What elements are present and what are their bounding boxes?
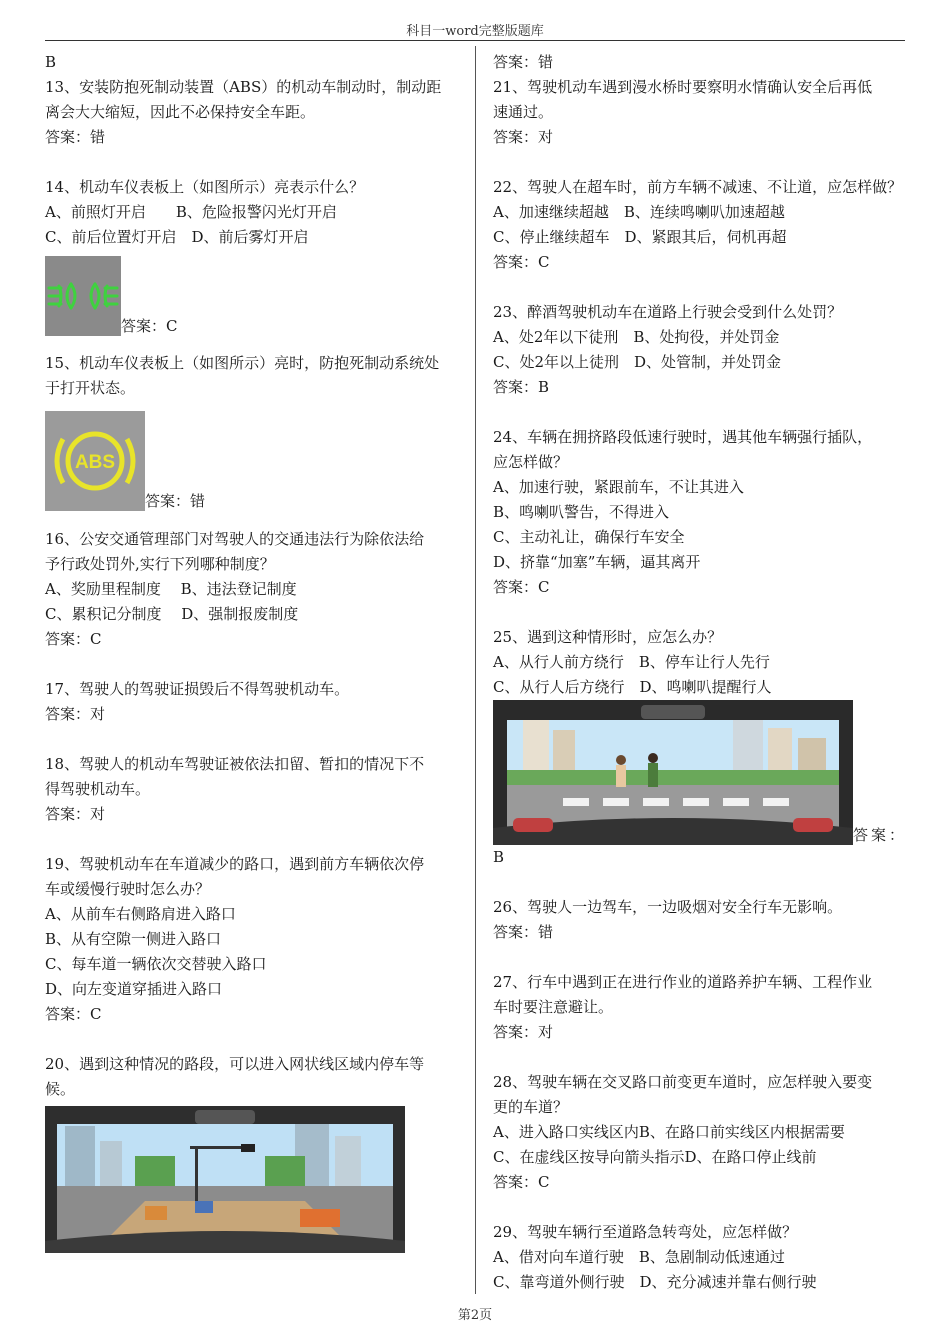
question-15-cont: 于打开状态。 [45, 379, 136, 397]
answer-27: 答案：对 [493, 1023, 554, 1041]
answer-28: 答案：C [493, 1173, 550, 1191]
header-rule [45, 40, 905, 41]
question-16-cont: 予行政处罚外,实行下列哪种制度？ [45, 555, 275, 573]
question-24-option-b: B、鸣喇叭警告，不得进入 [493, 503, 670, 521]
question-16-options-1: A、奖励里程制度 B、违法登记制度 [45, 580, 297, 598]
question-14-options-2: C、前后位置灯开启 D、前后雾灯开启 [45, 228, 309, 246]
question-29: 29、驾驶车辆行至道路急转弯处，应怎样做？ [493, 1223, 798, 1241]
question-17: 17、驾驶人的驾驶证损毁后不得驾驶机动车。 [45, 680, 350, 698]
question-20-cont: 候。 [45, 1080, 76, 1098]
fog-light-icon [45, 256, 121, 336]
question-18: 18、驾驶人的机动车驾驶证被依法扣留、暂扣的情况下不 [45, 755, 425, 773]
question-19-option-a: A、从前车右侧路肩进入路口 [45, 905, 236, 923]
intersection-scene-image [45, 1106, 405, 1253]
question-28: 28、驾驶车辆在交叉路口前变更车道时，应怎样驶入要变 [493, 1073, 873, 1091]
question-19-option-b: B、从有空隙一侧进入路口 [45, 930, 222, 948]
question-15: 15、机动车仪表板上（如图所示）亮时，防抱死制动系统处 [45, 354, 440, 372]
question-25-options-2: C、从行人后方绕行 D、鸣喇叭提醒行人 [493, 678, 772, 696]
question-21-cont: 速通过。 [493, 103, 554, 121]
question-28-options-1: A、进入路口实线区内B、在路口前实线区内根据需要 [493, 1123, 845, 1141]
question-13-cont: 离会大大缩短，因此不必保持安全车距。 [45, 103, 316, 121]
right-column [493, 50, 907, 1295]
answer-15: 答案：错 [145, 492, 206, 510]
question-19-option-c: C、每车道一辆依次交替驶入路口 [45, 955, 267, 973]
answer-17: 答案：对 [45, 705, 106, 723]
question-14-options-1: A、前照灯开启 B、危险报警闪光灯开启 [45, 203, 337, 221]
question-23: 23、醉酒驾驶机动车在道路上行驶会受到什么处罚？ [493, 303, 843, 321]
answer-19: 答案：C [45, 1005, 102, 1023]
question-14-figure [45, 256, 463, 336]
question-16-options-2: C、累积记分制度 D、强制报废制度 [45, 605, 299, 623]
question-27-cont: 车时要注意避让。 [493, 998, 614, 1016]
question-28-options-2: C、在虚线区按导向箭头指示D、在路口停止线前 [493, 1148, 817, 1166]
question-22: 22、驾驶人在超车时，前方车辆不减速、不让道，应怎样做？ [493, 178, 903, 196]
left-column [45, 50, 463, 1253]
question-24-option-d: D、挤靠“加塞”车辆，逼其离开 [493, 553, 701, 571]
question-27: 27、行车中遇到正在进行作业的道路养护车辆、工程作业 [493, 973, 873, 991]
answer-14: 答案：C [121, 317, 178, 335]
question-23-options-2: C、处2年以上徒刑 D、处管制，并处罚金 [493, 353, 782, 371]
abs-warning-icon [45, 411, 145, 511]
answer-26: 答案：错 [493, 923, 554, 941]
answer-18: 答案：对 [45, 805, 106, 823]
pedestrian-crossing-scene-image [493, 700, 853, 845]
question-22-options-1: A、加速继续超越 B、连续鸣喇叭加速超越 [493, 203, 785, 221]
column-divider [475, 46, 476, 1294]
question-26: 26、驾驶人一边驾车，一边吸烟对安全行车无影响。 [493, 898, 843, 916]
answer-16: 答案：C [45, 630, 102, 648]
question-24-option-c: C、主动礼让，确保行车安全 [493, 528, 685, 546]
page-header: 科目一word完整版题库 [406, 24, 544, 39]
question-28-cont: 更的车道？ [493, 1098, 569, 1116]
question-19: 19、驾驶机动车在车道减少的路口，遇到前方车辆依次停 [45, 855, 425, 873]
question-25-figure [493, 700, 907, 845]
answer-line: B [45, 53, 57, 71]
answer-13: 答案：错 [45, 128, 106, 146]
question-19-cont: 车或缓慢行驶时怎么办？ [45, 880, 211, 898]
question-20: 20、遇到这种情况的路段，可以进入网状线区域内停车等 [45, 1055, 425, 1073]
answer-25: B [493, 848, 505, 866]
question-14: 14、机动车仪表板上（如图所示）亮表示什么？ [45, 178, 365, 196]
question-23-options-1: A、处2年以下徒刑 B、处拘役，并处罚金 [493, 328, 780, 346]
question-15-figure [45, 411, 463, 511]
answer-21: 答案：对 [493, 128, 554, 146]
question-29-options-2: C、靠弯道外侧行驶 D、充分减速并靠右侧行驶 [493, 1273, 817, 1291]
question-18-cont: 得驾驶机动车。 [45, 780, 151, 798]
question-16: 16、公安交通管理部门对驾驶人的交通违法行为除依法给 [45, 530, 425, 548]
question-29-options-1: A、借对向车道行驶 B、急剧制动低速通过 [493, 1248, 785, 1266]
question-19-option-d: D、向左变道穿插进入路口 [45, 980, 223, 998]
question-25: 25、遇到这种情形时，应怎么办？ [493, 628, 723, 646]
answer-24: 答案：C [493, 578, 550, 596]
abs-icon-text: ABS [74, 452, 116, 473]
question-25-options-1: A、从行人前方绕行 B、停车让行人先行 [493, 653, 770, 671]
question-24-option-a: A、加速行驶，紧跟前车，不让其进入 [493, 478, 744, 496]
question-24-cont: 应怎样做？ [493, 453, 569, 471]
answer-23: 答案：B [493, 378, 550, 396]
answer-22: 答案：C [493, 253, 550, 271]
question-22-options-2: C、停止继续超车 D、紧跟其后，伺机再超 [493, 228, 787, 246]
page-number: 第2页 [457, 1308, 493, 1323]
question-24: 24、车辆在拥挤路段低速行驶时，遇其他车辆强行插队， [493, 428, 873, 446]
answer-20: 答案：错 [493, 53, 554, 71]
question-21: 21、驾驶机动车遇到漫水桥时要察明水情确认安全后再低 [493, 78, 873, 96]
question-13: 13、安装防抱死制动装置（ABS）的机动车制动时，制动距 [45, 78, 442, 96]
answer-25-label: 答案： [853, 826, 908, 844]
